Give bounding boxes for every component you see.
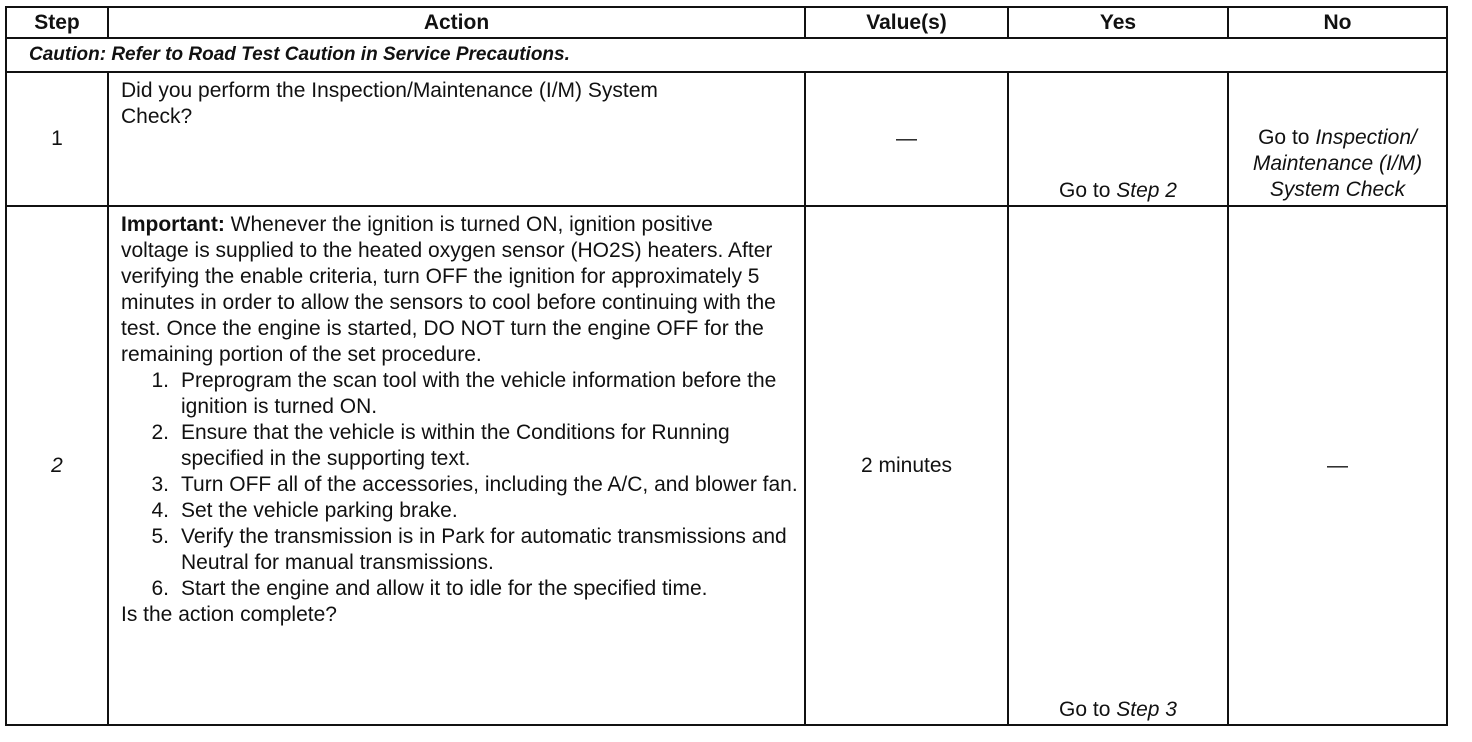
- action-question: Is the action complete?: [121, 603, 337, 626]
- list-number: 6.: [151, 577, 169, 600]
- list-number: 1.: [151, 369, 169, 392]
- action-text: [108, 206, 805, 725]
- list-text: Turn OFF all of the accessories, including the A/C, and blower fan.: [181, 473, 798, 496]
- action-text: [108, 72, 805, 206]
- no-link[interactable]: Inspection/ Maintenance (I/M) System Check: [1252, 126, 1423, 201]
- action-question: Did you perform the Inspection/Maintenance (I/M) System Check?: [121, 79, 658, 128]
- important-text: Whenever the ignition is turned ON, ignition positive voltage is supplied to the heated oxygen sensor (HO2S) heaters. After verifying the enable criteria, turn OFF the ignition for approximately 5 minutes in order to allow the sensors to cool before continuing with the test. Once the engine is started, DO NOT turn the engine OFF for the remaining portion of the set procedure.: [121, 213, 776, 366]
- caution-row: [6, 38, 1447, 72]
- list-text: Verify the transmission is in Park for automatic transmissions and Neutral for manual transmissions.: [181, 525, 787, 574]
- list-number: 4.: [151, 499, 169, 522]
- important-label: Important:: [121, 213, 225, 236]
- caution-text: Caution: Refer to Road Test Caution in Service Precautions.: [6, 38, 1447, 72]
- no-cell: [1228, 72, 1447, 206]
- list-item: [151, 368, 801, 420]
- no-prefix: Go to: [1258, 126, 1310, 149]
- table-row: [6, 72, 1447, 206]
- list-text: Preprogram the scan tool with the vehicle information before the ignition is turned ON.: [181, 369, 777, 418]
- important-note: [121, 212, 781, 368]
- list-item: [151, 420, 801, 472]
- list-text: Start the engine and allow it to idle for the specified time.: [181, 577, 708, 600]
- list-text: Ensure that the vehicle is within the Conditions for Running specified in the supporting text.: [181, 421, 730, 470]
- yes-prefix: Go to: [1059, 179, 1111, 202]
- no-value: —: [1228, 206, 1447, 725]
- list-number: 3.: [151, 473, 169, 496]
- yes-cell: [1008, 206, 1228, 725]
- list-item: [151, 472, 801, 498]
- yes-link[interactable]: Step 2: [1116, 179, 1177, 202]
- value-text: —: [805, 72, 1008, 206]
- header-values: Value(s): [805, 7, 1008, 38]
- step-number: 1: [6, 72, 108, 206]
- list-number: 5.: [151, 525, 169, 548]
- header-yes: Yes: [1008, 7, 1228, 38]
- yes-prefix: Go to: [1059, 698, 1111, 721]
- yes-link[interactable]: Step 3: [1116, 698, 1177, 721]
- list-item: [151, 576, 801, 602]
- procedure-steps: [121, 368, 801, 602]
- list-item: [151, 498, 801, 524]
- diagnostic-table: [5, 6, 1448, 726]
- list-number: 2.: [151, 421, 169, 444]
- list-item: [151, 524, 801, 576]
- header-no: No: [1228, 7, 1447, 38]
- step-number: 2: [6, 206, 108, 725]
- value-text: 2 minutes: [805, 206, 1008, 725]
- header-action: Action: [108, 7, 805, 38]
- header-step: Step: [6, 7, 108, 38]
- table-row: [6, 206, 1447, 725]
- yes-cell: [1008, 72, 1228, 206]
- header-row: [6, 7, 1447, 38]
- list-text: Set the vehicle parking brake.: [181, 499, 458, 522]
